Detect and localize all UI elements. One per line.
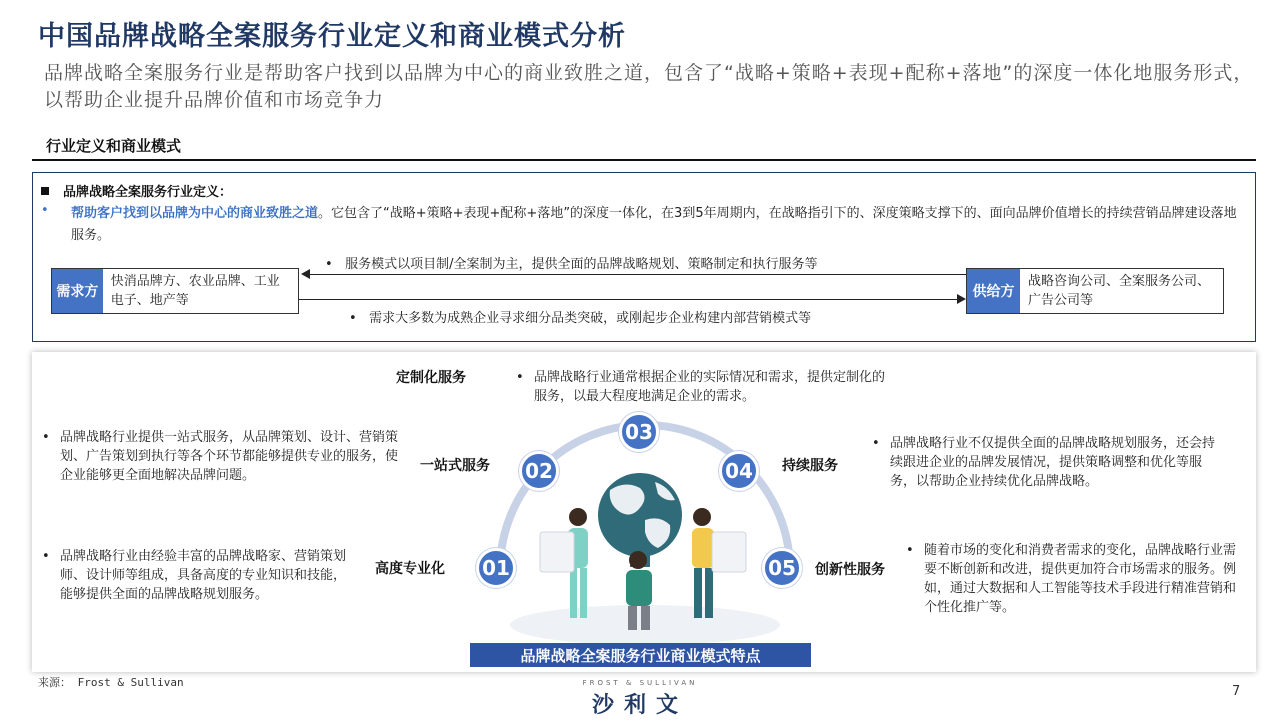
source-note: 来源： Frost & Sullivan — [38, 676, 184, 689]
feature-text-01: • 品牌战略行业由经验丰富的品牌战略家、营销策划师、设计师等组成，具备高度的专业知识和技能，能够提供全面的品牌战略规划服务。 — [42, 549, 347, 602]
section-heading: 行业定义和商业模式 — [46, 137, 182, 155]
demand-side-box — [51, 268, 299, 314]
definition-text — [71, 203, 1243, 247]
definition-highlight: 帮助客户找到以品牌为中心的商业致胜之道 — [71, 206, 319, 221]
page-title: 中国品牌战略全案服务行业定义和商业模式分析 — [38, 21, 626, 52]
feature-number-04: 04 — [719, 451, 759, 491]
demand-arrow — [299, 299, 958, 300]
service-model-arrow-label: • 服务模式以项目制/全案制为主，提供全面的品牌战略规划、策略制定和执行服务等 — [325, 257, 818, 272]
definition-box — [32, 172, 1256, 342]
service-model-arrow — [309, 274, 966, 275]
feature-number-03: 03 — [619, 412, 659, 452]
page-subtitle: 品牌战略全案服务行业是帮助客户找到以品牌为中心的商业致胜之道，包含了“战略+策略+表现+配称+落地”的深度一体化地服务形式，以帮助企业提升品牌价值和市场竞争力 — [44, 62, 1254, 111]
square-bullet-icon — [41, 187, 49, 195]
feature-text-04: • 品牌战略行业不仅提供全面的品牌战略规划服务，还会持续跟进企业的品牌发展情况，提供策略调整和优化等服务，以帮助企业持续优化品牌战略。 — [872, 436, 1216, 489]
page-number: 7 — [1232, 684, 1241, 699]
demand-side-desc: 快消品牌方、农业品牌、工业电子、地产等 — [110, 274, 280, 308]
bullet-icon: • — [41, 203, 49, 218]
demand-arrow-label: • 需求大多数为成熟企业寻求细分品类突破，或刚起步企业构建内部营销模式等 — [349, 311, 812, 326]
feature-label-01: 高度专业化 — [375, 561, 445, 577]
definition-body: 。它包含了“战略+策略+表现+配称+落地”的深度一体化，在3到5年周期内，在战略指引下的、深度策略支撑下的、面向品牌价值增长的持续营销品牌建设落地服务。 — [71, 206, 1237, 243]
arrow-left-icon — [301, 269, 310, 279]
feature-label-05: 创新性服务 — [815, 562, 885, 578]
feature-label-02: 一站式服务 — [420, 458, 490, 474]
feature-label-04: 持续服务 — [782, 458, 838, 474]
feature-number-01: 01 — [476, 548, 516, 588]
arrow-right-icon — [957, 294, 966, 304]
panel-caption: 品牌战略全案服务行业商业模式特点 — [470, 643, 811, 667]
company-logo: 沙利文 — [591, 693, 688, 718]
feature-number-02: 02 — [519, 451, 559, 491]
feature-label-03: 定制化服务 — [396, 370, 466, 386]
feature-text-05: • 随着市场的变化和消费者需求的变化，品牌战略行业需要不断创新和改进，提供更加符合市场需求的服务。例如，通过大数据和人工智能等技术手段进行精准营销和个性化推广等。 — [906, 543, 1237, 615]
supply-side-tag: 供给方 — [967, 269, 1020, 313]
feature-number-05: 05 — [762, 548, 802, 588]
logo-tagline: FROST & SULLIVAN — [582, 679, 698, 687]
demand-side-tag: 需求方 — [52, 269, 103, 313]
definition-title: 品牌战略全案服务行业定义： — [41, 181, 232, 200]
feature-text-02: • 品牌战略行业提供一站式服务，从品牌策划、设计、营销策划、广告策划到执行等各个环节都能够提供专业的服务，使企业能够更全面地解决品牌问题。 — [42, 430, 399, 483]
section-divider — [32, 159, 1256, 161]
supply-side-box — [966, 268, 1224, 314]
person-left-icon — [540, 508, 588, 618]
feature-text-03: • 品牌战略行业通常根据企业的实际情况和需求，提供定制化的服务，以最大程度地满足企业的需求。 — [516, 370, 886, 404]
person-right-icon — [692, 508, 746, 618]
supply-side-desc: 战略咨询公司、全案服务公司、广告公司等 — [1028, 274, 1211, 308]
